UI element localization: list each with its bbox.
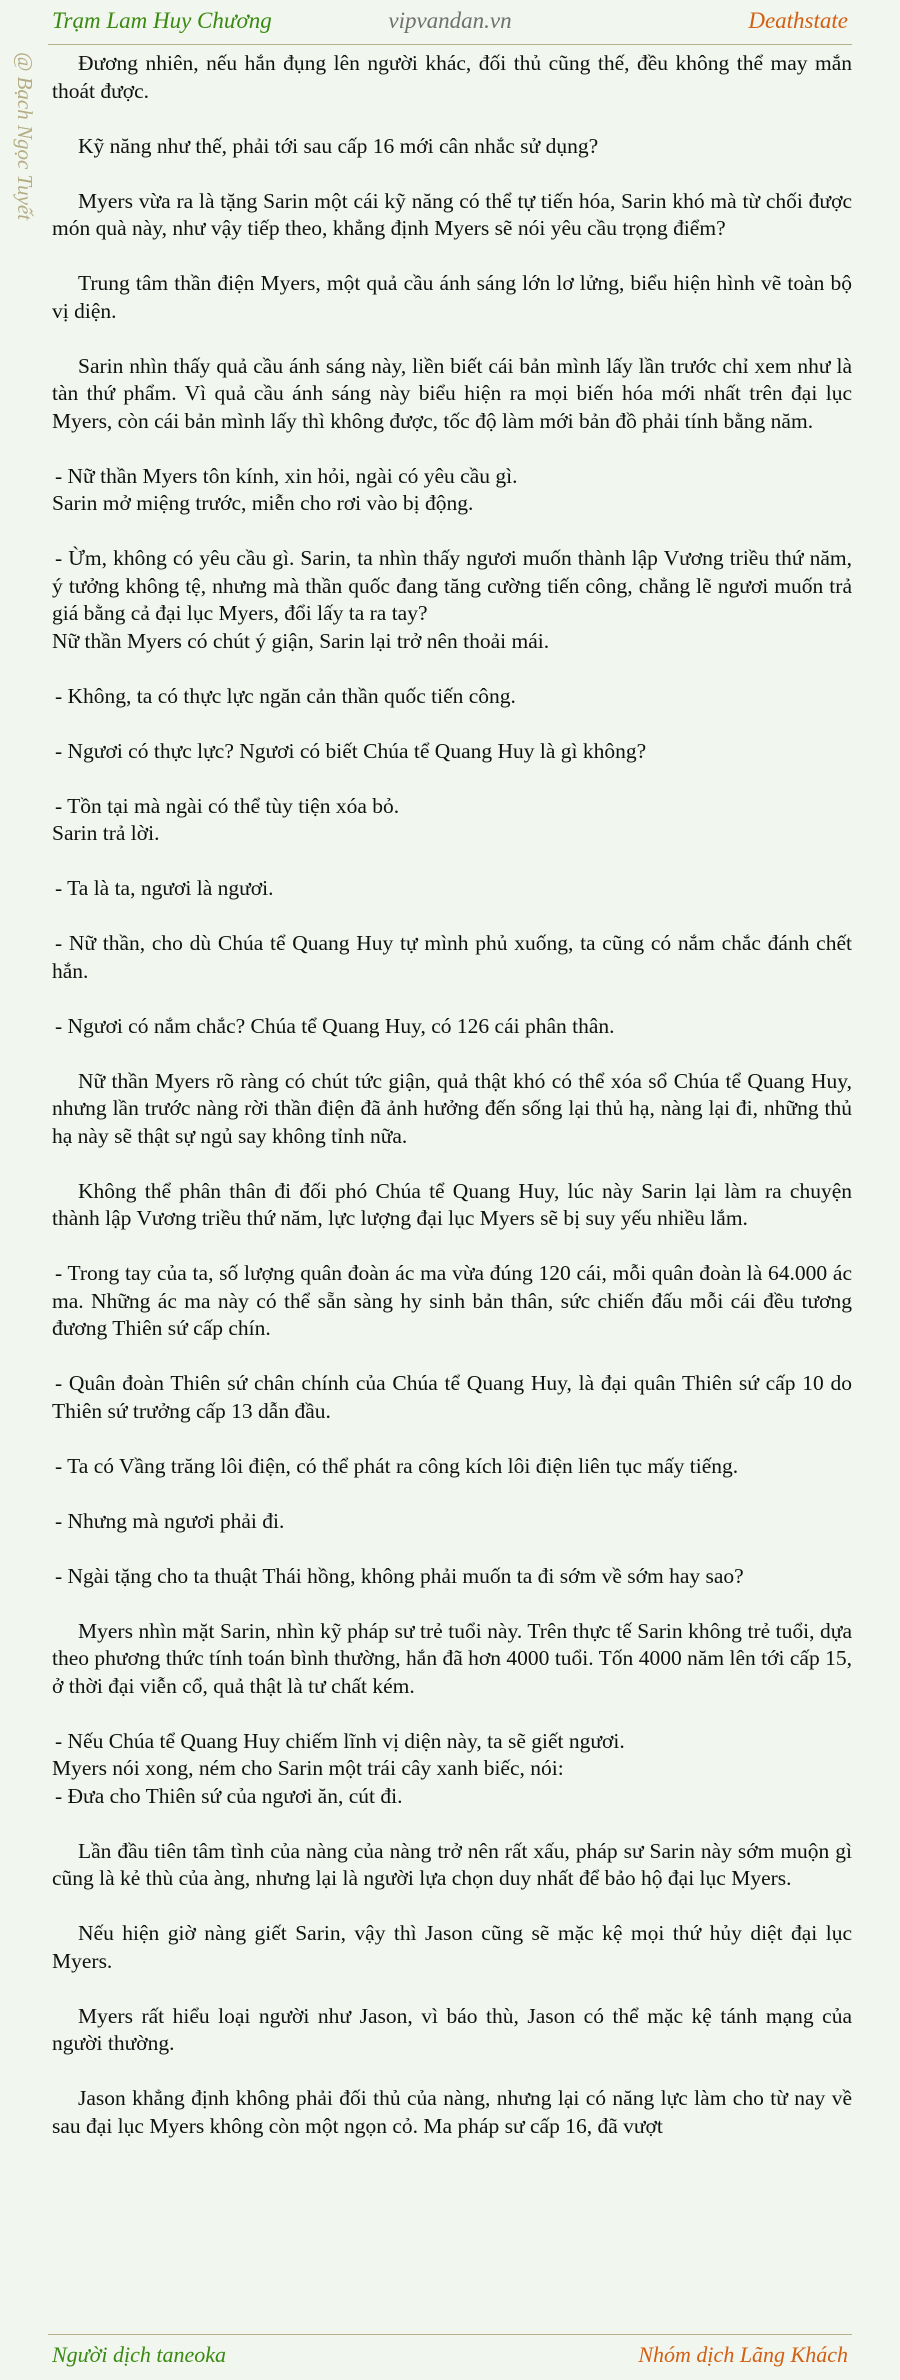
paragraph: Lần đầu tiên tâm tình của nàng của nàng trở nên rất xấu, pháp sư Sarin này sớm muộn gì cũng là kẻ thù của àng, nhưng lại là người lựa chọn duy nhất để bảo hộ đại lục Myers. (52, 1838, 852, 1890)
dialogue-line: - Đưa cho Thiên sứ của ngươi ăn, cút đi. (55, 1783, 403, 1808)
dialogue-line: - Tồn tại mà ngài có thể tùy tiện xóa bỏ. (55, 793, 400, 818)
dialogue-line: - Trong tay của ta, số lượng quân đoàn ác ma vừa đúng 120 cái, mỗi quân đoàn là 64.000 ác ma. Những ác ma này có thể sẵn sàng hy sinh bản thân, sức chiến đấu mỗi cái đều tương đương Thiên sứ cấp chín. (52, 1261, 852, 1340)
footer-divider (48, 2334, 852, 2335)
dialogue-line: - Nữ thần, cho dù Chúa tể Quang Huy tự mình phủ xuống, ta cũng có nắm chắc đánh chết hắn. (52, 931, 852, 983)
dialogue-line: - Nhưng mà ngươi phải đi. (55, 1508, 285, 1533)
paragraph: Nữ thần Myers có chút ý giận, Sarin lại trở nên thoải mái. (52, 628, 550, 653)
page-header (0, 0, 900, 46)
dialogue-line: - Quân đoàn Thiên sứ chân chính của Chúa tể Quang Huy, là đại quân Thiên sứ cấp 10 do Thiên sứ trưởng cấp 13 dẫn đầu. (52, 1371, 852, 1423)
header-site-url: vipvandan.vn (388, 8, 512, 33)
paragraph: Nữ thần Myers rõ ràng có chút tức giận, quả thật khó có thể xóa sổ Chúa tể Quang Huy, nhưng lần trước nàng rời thần điện đã ảnh hưởng đến sống lại thủ hạ, nàng lại đi, những thủ hạ này sẽ thật sự ngủ say không tỉnh nữa. (52, 1068, 852, 1148)
chapter-body (52, 50, 852, 2140)
dialogue-line: - Ngươi có nắm chắc? Chúa tể Quang Huy, có 126 cái phân thân. (55, 1013, 615, 1038)
dialogue-line: - Ngài tặng cho ta thuật Thái hồng, không phải muốn ta đi sớm về sớm hay sao? (55, 1563, 744, 1588)
dialogue-line: - Ta là ta, ngươi là ngươi. (55, 876, 274, 900)
paragraph: Trung tâm thần điện Myers, một quả cầu ánh sáng lớn lơ lửng, biểu hiện hình vẽ toàn bộ vị diện. (52, 271, 852, 323)
side-watermark-text: @ Bạch Ngọc Tuyết (13, 52, 37, 221)
paragraph: Myers nhìn mặt Sarin, nhìn kỹ pháp sư trẻ tuổi này. Trên thực tế Sarin không trẻ tuổi, dựa theo phương thức tính toán bình thường, hắn đã hơn 4000 tuổi. Tốn 4000 năm lên tới cấp 15, ở thời đại viễn cổ, quả thật là tư chất kém. (52, 1618, 852, 1698)
dialogue-line: - Ngươi có thực lực? Ngươi có biết Chúa tể Quang Huy là gì không? (55, 738, 647, 763)
dialogue-line: - Không, ta có thực lực ngăn cản thần quốc tiến công. (55, 683, 516, 708)
dialogue-line: - Ừm, không có yêu cầu gì. Sarin, ta nhìn thấy ngươi muốn thành lập Vương triều thứ năm, ý tưởng không tệ, nhưng mà thần quốc đang tăng cường tiến công, chẳng lẽ ngươi muốn trả giá bằng cả đại lục Myers, đổi lấy ta ra tay? (52, 546, 852, 625)
paragraph: Sarin nhìn thấy quả cầu ánh sáng này, liền biết cái bản mình lấy lần trước chỉ xem như là tàn thứ phẩm. Vì quả cầu ánh sáng này biểu hiện ra mọi biến hóa mới nhất trên đại lục Myers, còn cái bản mình lấy thì không được, tốc độ làm mới bản đồ phải tính bằng năm. (52, 353, 852, 433)
paragraph: Đương nhiên, nếu hắn đụng lên người khác, đối thủ cũng thế, đều không thể may mắn thoát được. (52, 51, 852, 103)
paragraph: Jason khẳng định không phải đối thủ của nàng, nhưng lại có năng lực làm cho từ nay về sau đại lục Myers không còn một ngọn cỏ. Ma pháp sư cấp 16, đã vượt (52, 2086, 852, 2138)
header-divider (48, 44, 852, 45)
paragraph: Myers vừa ra là tặng Sarin một cái kỹ năng có thể tự tiến hóa, Sarin khó mà từ chối được món quà này, như vậy tiếp theo, khẳng định Myers sẽ nói yêu cầu trọng điểm? (52, 188, 852, 240)
header-site-name: Trạm Lam Huy Chương (52, 8, 272, 33)
dialogue-line: - Nếu Chúa tể Quang Huy chiếm lĩnh vị diện này, ta sẽ giết ngươi. (55, 1728, 625, 1753)
side-watermark (12, 52, 40, 352)
dialogue-line: - Ta có Vầng trăng lôi điện, có thể phát ra công kích lôi điện liên tục mấy tiếng. (55, 1453, 739, 1478)
paragraph: Nếu hiện giờ nàng giết Sarin, vậy thì Jason cũng sẽ mặc kệ mọi thứ hủy diệt đại lục Myers. (52, 1921, 852, 1973)
footer-translator: Người dịch taneoka (52, 2342, 227, 2367)
paragraph: Sarin mở miệng trước, miễn cho rơi vào bị động. (52, 491, 474, 515)
paragraph: Myers nói xong, ném cho Sarin một trái cây xanh biếc, nói: (52, 1756, 564, 1780)
footer-group: Nhóm dịch Lãng Khách (638, 2342, 848, 2367)
paragraph: Không thể phân thân đi đối phó Chúa tể Quang Huy, lúc này Sarin lại làm ra chuyện thành lập Vương triều thứ năm, lực lượng đại lục Myers sẽ bị suy yếu nhiều lắm. (52, 1178, 852, 1230)
dialogue-line: - Nữ thần Myers tôn kính, xin hỏi, ngài có yêu cầu gì. (55, 463, 518, 488)
paragraph: Myers rất hiểu loại người như Jason, vì báo thù, Jason có thể mặc kệ tánh mạng của người thường. (52, 2003, 852, 2055)
paragraph: Sarin trả lời. (52, 821, 160, 845)
header-author: Deathstate (748, 8, 848, 33)
paragraph: Kỹ năng như thế, phải tới sau cấp 16 mới cân nhắc sử dụng? (78, 133, 599, 158)
